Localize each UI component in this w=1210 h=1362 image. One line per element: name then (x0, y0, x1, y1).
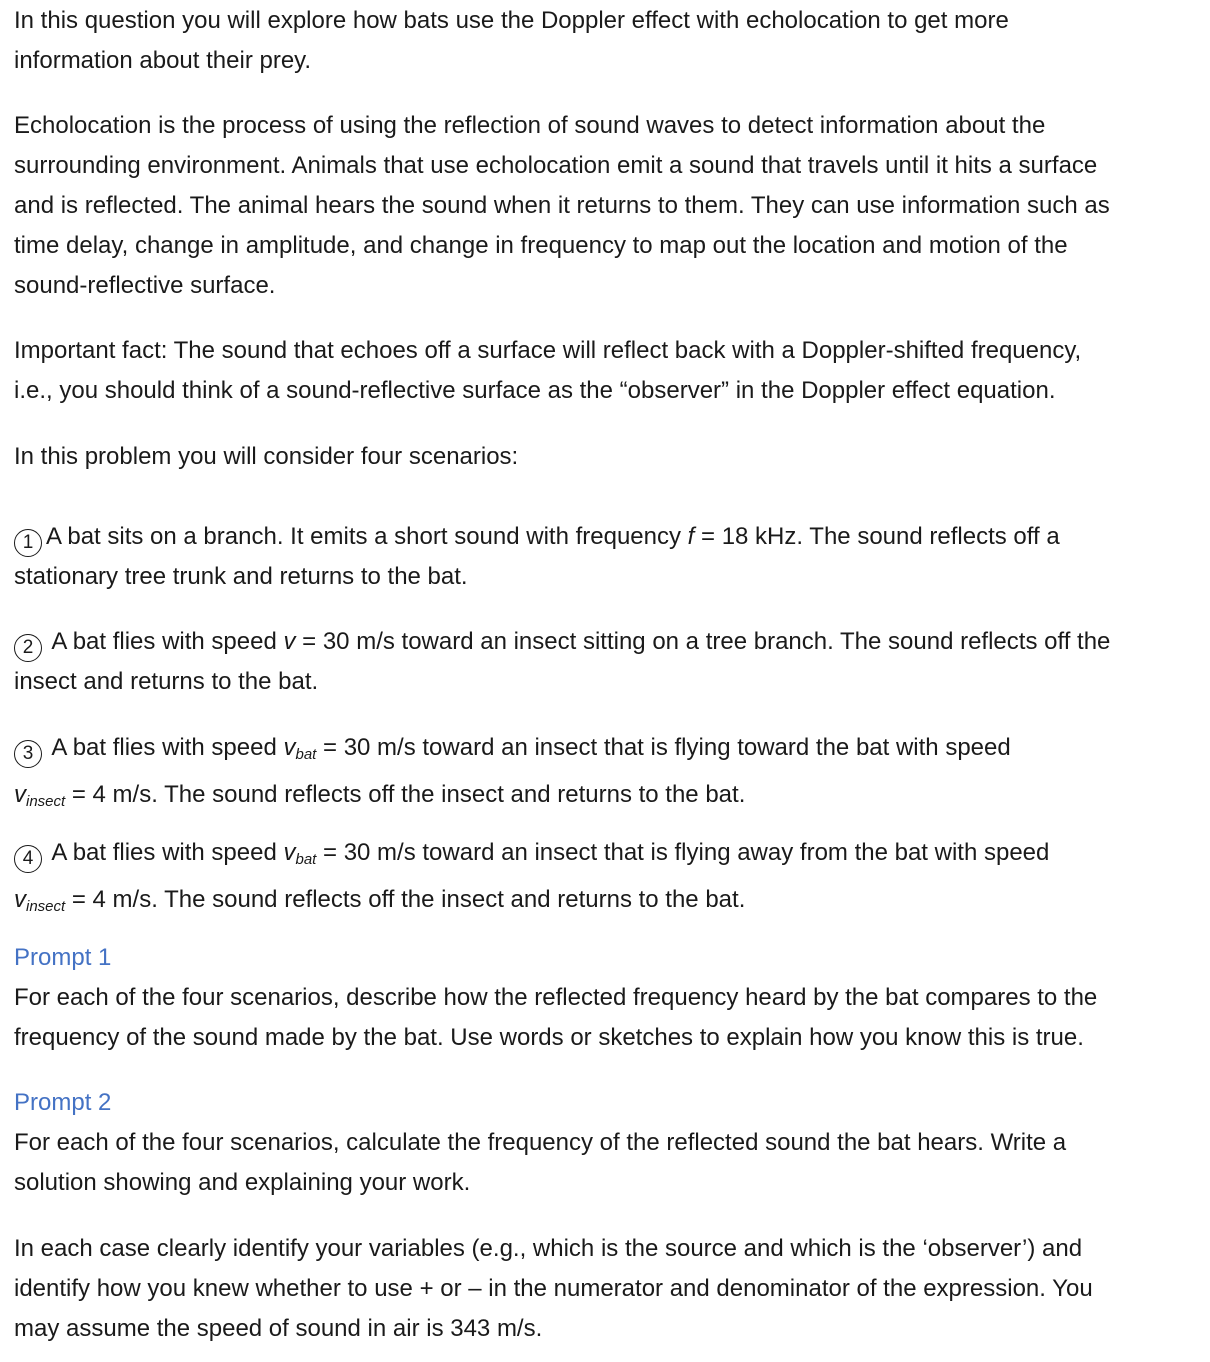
scenario-2 (14, 622, 1206, 702)
scenario-3 (14, 728, 1206, 822)
scenario-3-text-mid: = 30 m/s toward an insect that is flying toward the bat with speed (316, 734, 1011, 761)
instructions-line-1: In each case clearly identify your variables (e.g., which is the source and which is the ‘observer’) and (14, 1235, 1083, 1262)
intro-line-1: In this question you will explore how bats use the Doppler effect with echolocation to get more (14, 7, 1009, 34)
scenario-4-number: 4 (14, 845, 42, 873)
echolocation-line-5: sound-reflective surface. (14, 272, 276, 299)
echolocation-line-2: surrounding environment. Animals that use echolocation emit a sound that travels until it hits a surface (14, 152, 1098, 179)
scenario-4-vinsect: v (14, 886, 26, 913)
scenario-3-text-pre: A bat flies with speed (46, 734, 284, 761)
prompt-2-heading: Prompt 2 (14, 1089, 112, 1116)
echolocation-line-4: time delay, change in amplitude, and change in frequency to map out the location and motion of the (14, 232, 1068, 259)
prompt-2-line-1: For each of the four scenarios, calculate the frequency of the reflected sound the bat hears. Write a (14, 1129, 1067, 1156)
prompt-2 (14, 1083, 1206, 1203)
scenario-2-speed-var: v (283, 628, 296, 655)
scenarios-intro (14, 437, 1206, 477)
intro-paragraph (14, 1, 1206, 81)
scenario-1-line-2: stationary tree trunk and returns to the bat. (14, 563, 468, 590)
scenario-4-text-pre: A bat flies with speed (46, 839, 284, 866)
scenario-4 (14, 833, 1206, 927)
scenario-2-text-post: = 30 m/s toward an insect sitting on a tree branch. The sound reflects off the (295, 628, 1111, 655)
scenario-3-number: 3 (14, 740, 42, 768)
scenario-1-frequency-var: f (687, 523, 695, 550)
prompt-1-heading: Prompt 1 (14, 944, 112, 971)
echolocation-line-1: Echolocation is the process of using the reflection of sound waves to detect information about the (14, 112, 1046, 139)
scenario-3-vinsect: v (14, 781, 26, 808)
scenario-4-vbat: v (283, 839, 296, 866)
scenario-1-text-pre: A bat sits on a branch. It emits a short sound with frequency (46, 523, 688, 550)
intro-line-2: information about their prey. (14, 47, 312, 74)
prompt-1 (14, 938, 1206, 1058)
fact-line-1: Important fact: The sound that echoes off a surface will reflect back with a Doppler-shifted frequency, (14, 337, 1082, 364)
scenario-3-vbat: v (283, 734, 296, 761)
prompt-1-line-2: frequency of the sound made by the bat. Use words or sketches to explain how you know this is true. (14, 1024, 1084, 1051)
scenario-1-number: 1 (14, 529, 42, 557)
instructions-line-3: may assume the speed of sound in air is 343 m/s. (14, 1315, 543, 1342)
scenario-3-vinsect-subscript: insect (26, 793, 66, 810)
scenario-3-line-2: = 4 m/s. The sound reflects off the insect and returns to the bat. (65, 781, 746, 808)
scenario-4-vinsect-subscript: insect (26, 898, 66, 915)
echolocation-line-3: and is reflected. The animal hears the sound when it returns to them. They can use information such as (14, 192, 1110, 219)
scenario-3-vbat-subscript: bat (295, 746, 317, 763)
scenarios-intro-text: In this problem you will consider four scenarios: (14, 443, 519, 470)
instructions-line-2: identify how you knew whether to use + or – in the numerator and denominator of the expression. You (14, 1275, 1093, 1302)
instructions-paragraph (14, 1229, 1206, 1349)
echolocation-paragraph (14, 106, 1206, 306)
prompt-2-line-2: solution showing and explaining your work. (14, 1169, 471, 1196)
scenario-4-text-mid: = 30 m/s toward an insect that is flying away from the bat with speed (316, 839, 1050, 866)
prompt-1-line-1: For each of the four scenarios, describe how the reflected frequency heard by the bat compares to the (14, 984, 1098, 1011)
scenario-2-line-2: insect and returns to the bat. (14, 668, 319, 695)
important-fact-paragraph (14, 331, 1206, 411)
scenario-2-number: 2 (14, 634, 42, 662)
scenario-4-line-2: = 4 m/s. The sound reflects off the insect and returns to the bat. (65, 886, 746, 913)
scenario-4-vbat-subscript: bat (295, 851, 317, 868)
scenario-1 (14, 517, 1206, 597)
scenario-1-text-post: = 18 kHz. The sound reflects off a (694, 523, 1060, 550)
scenario-2-text-pre: A bat flies with speed (46, 628, 284, 655)
fact-line-2: i.e., you should think of a sound-reflective surface as the “observer” in the Doppler effect equation. (14, 377, 1056, 404)
